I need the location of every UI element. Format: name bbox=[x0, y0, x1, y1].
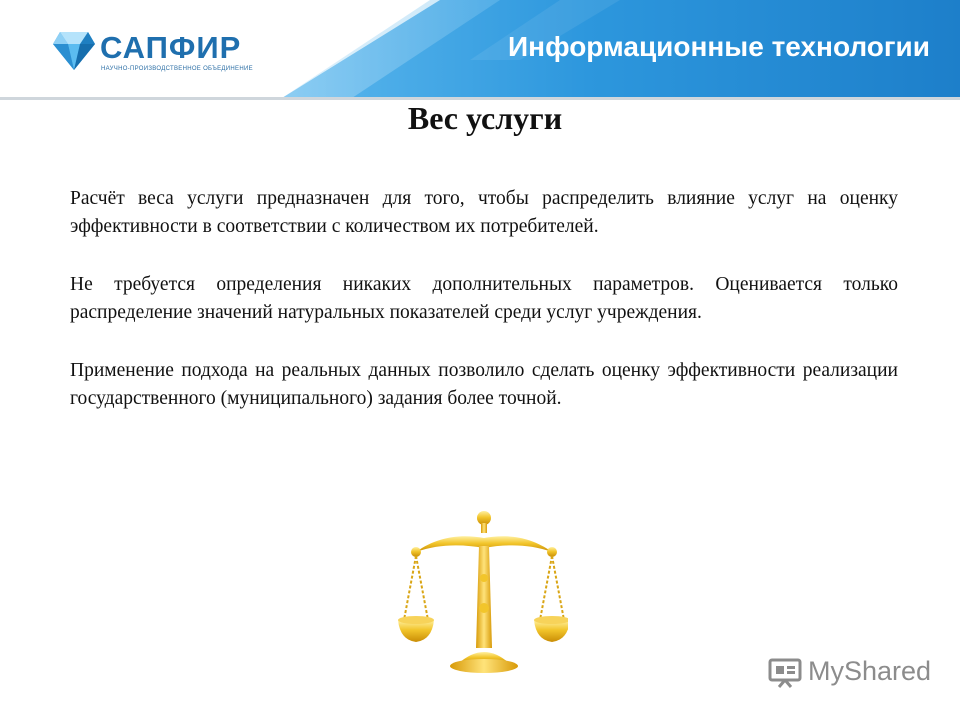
company-logo bbox=[52, 28, 252, 78]
watermark-text: MyShared bbox=[808, 656, 932, 686]
slide-header bbox=[0, 0, 960, 100]
slide-body bbox=[70, 185, 898, 443]
logo-name: САПФИР bbox=[100, 30, 242, 65]
watermark bbox=[768, 656, 938, 692]
slide-title: Вес услуги bbox=[407, 100, 563, 136]
diamond-icon bbox=[52, 30, 96, 72]
logo-subtitle: НАУЧНО-ПРОИЗВОДСТВЕННОЕ ОБЪЕДИНЕНИЕ bbox=[101, 66, 253, 72]
presentation-icon bbox=[768, 658, 802, 688]
body-paragraph-3: Применение подхода на реальных данных позволило сделать оценку эффективности реализации государственного (муниципального) задания более точной. bbox=[70, 360, 898, 409]
body-paragraph-2: Не требуется определения никаких дополнительных параметров. Оценивается только распределение значений натуральных показателей среди услуг учреждения. bbox=[70, 274, 898, 323]
scales-icon bbox=[398, 508, 568, 678]
body-paragraph-1: Расчёт веса услуги предназначен для того, чтобы распределить влияние услуг на оценку эффективности в соответствии с количеством их потребителей. bbox=[70, 188, 898, 237]
header-title: Информационные технологии bbox=[508, 31, 930, 62]
